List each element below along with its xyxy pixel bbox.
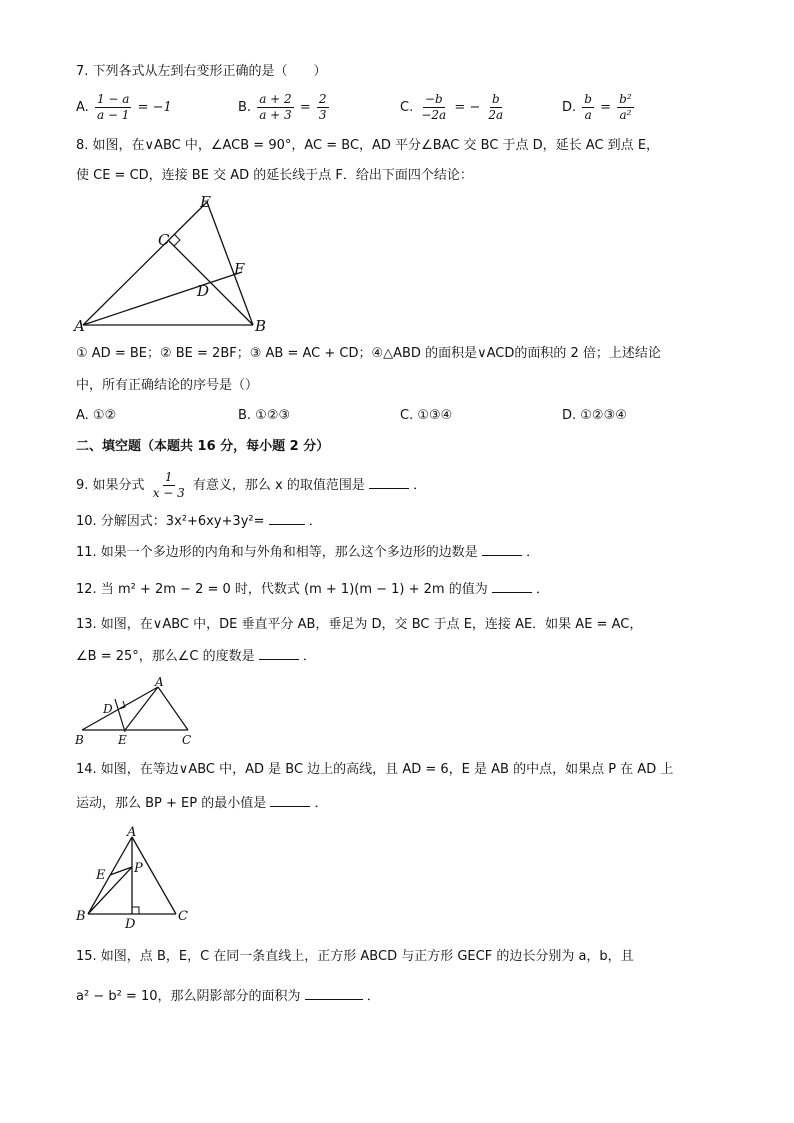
label-a: A [74, 317, 85, 335]
answer-blank [259, 645, 299, 660]
q11-line: 11. 如果一个多边形的内角和与外角和相等，那么这个多边形的边数是 ． [76, 541, 539, 563]
q8-conclusions: ① AD = BE；② BE = 2BF；③ AB = AC + CD；④△ABD 的面积是∨ACD的面积的 2 倍；上述结论 [76, 346, 661, 361]
q7-stem: 7. 下列各式从左到右变形正确的是（ ） [76, 64, 327, 79]
label-c: C [158, 231, 170, 249]
q9-line: 9. 如果分式 $\frac{1}{x - 3}$ 有意义，那么 x 的取值范围是 ． [76, 470, 427, 500]
label-b: B [255, 317, 267, 335]
label-d: D [197, 282, 210, 300]
answer-blank [492, 578, 532, 593]
q15-line-1: 15. 如图，点 B，E，C 在同一条直线上，正方形 ABCD 与正方形 GECF 的边长分别为 a，b，且 [76, 949, 634, 964]
label-a: A [155, 675, 164, 689]
fraction: $\frac{-b}{-2a}$ [421, 92, 447, 122]
segment-eb [207, 202, 253, 325]
option-label: C. [400, 100, 414, 115]
q15-line-2: a² − b² = 10，那么阴影部分的面积为 ． [76, 985, 380, 1007]
q10-line: 10. 分解因式：3x²+6xy+3y²= ． [76, 510, 322, 532]
q7-option-a: A. $\frac{1 - a}{a - 1}$ = −1 [76, 92, 172, 122]
q14-line-2: 运动，那么 BP + EP 的最小值是 ． [76, 792, 328, 814]
label-a: A [127, 825, 137, 840]
answer-blank [269, 510, 305, 525]
segment-ac [158, 687, 188, 730]
label-d: D [125, 917, 136, 932]
q8-figure [70, 190, 280, 335]
label-p: P [134, 861, 143, 876]
label-d: D [103, 702, 113, 716]
q14-figure [70, 822, 200, 932]
fraction: $\frac{a + 2}{a + 3}$ [259, 92, 292, 122]
segment-af [83, 272, 242, 325]
section-heading: 二、填空题（本题共 16 分，每小题 2 分） [76, 439, 330, 454]
fraction: $\frac{\text{b²}}{\text{a²}}$ [619, 92, 632, 122]
q8-line-2: 使 CE = CD，连接 BE 交 AD 的延长线于点 F．给出下面四个结论： [76, 168, 473, 183]
label-c: C [182, 733, 192, 747]
label-e: E [118, 733, 127, 747]
segment-bp [88, 867, 132, 914]
label-b: B [76, 909, 86, 924]
label-b: B [75, 733, 84, 747]
right-angle-mark [119, 701, 125, 709]
option-label: D. [562, 100, 577, 115]
q7-option-b: B. $\frac{a + 2}{a + 3}$ = $\frac{2}{3}$ [238, 92, 327, 122]
q8-option-a: A. ①② [76, 408, 117, 423]
fraction: $\frac{1 - a}{a - 1}$ [96, 92, 130, 122]
label-c: C [178, 909, 188, 924]
label-e: E [200, 193, 211, 211]
answer-blank [369, 474, 409, 489]
label-f: F [234, 260, 245, 278]
answer-blank [482, 541, 522, 556]
q14-line-1: 14. 如图，在等边∨ABC 中，AD 是 BC 边上的高线，且 AD = 6，E 是 AB 的中点，如果点 P 在 AD 上 [76, 762, 674, 777]
fraction: $\frac{1}{x - 3}$ [152, 470, 185, 500]
q8-line-1: 8. 如图，在∨ABC 中，∠ACB = 90°，AC = BC，AD 平分∠BAC 交 BC 于点 D，延长 AC 到点 E， [76, 138, 660, 153]
q13-line-2: ∠B = 25°，那么∠C 的度数是 ． [76, 645, 316, 667]
q13-figure [70, 672, 200, 752]
fraction: $\frac{b}{2a}$ [488, 92, 504, 122]
q8-option-b: B. ①②③ [238, 408, 291, 423]
answer-blank [305, 985, 363, 1000]
option-label: A. [76, 100, 89, 115]
q7-option-d: D. $\frac{b}{a}$ = $\frac{\text{b²}}{\text{a²}}$ [562, 92, 632, 122]
q8-line-4: 中，所有正确结论的序号是（） [76, 378, 259, 393]
q7-option-c: C. $\frac{-b}{-2a}$ = − $\frac{b}{2a}$ [400, 92, 504, 122]
fraction: $\frac{b}{a}$ [584, 92, 592, 122]
q8-option-d: D. ①②③④ [562, 408, 627, 423]
segment-ab [88, 837, 132, 914]
segment-ae [83, 202, 210, 325]
right-angle-mark [174, 234, 180, 246]
fraction: $\frac{2}{3}$ [318, 92, 327, 122]
segment-ae [125, 687, 158, 730]
q12-line: 12. 当 m² + 2m − 2 = 0 时，代数式 (m + 1)(m − 1) + 2m 的值为 ． [76, 578, 549, 600]
right-angle-mark [132, 907, 139, 914]
q8-option-c: C. ①③④ [400, 408, 453, 423]
label-e: E [96, 868, 106, 883]
option-label: B. [238, 100, 252, 115]
answer-blank [270, 792, 310, 807]
q13-line-1: 13. 如图，在∨ABC 中，DE 垂直平分 AB，垂足为 D，交 BC 于点 E，连接 AE．如果 AE = AC， [76, 617, 643, 632]
